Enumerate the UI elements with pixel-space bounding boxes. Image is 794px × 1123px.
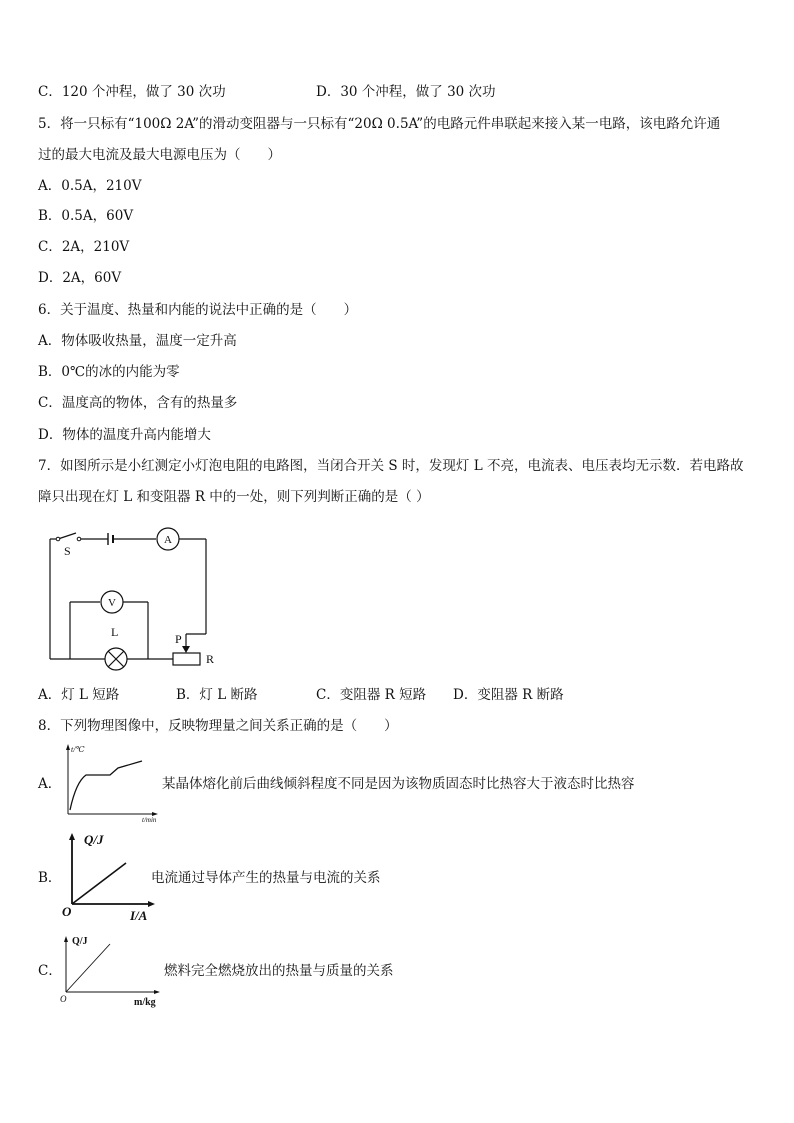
x-axis-label: m/kg [134,997,156,1008]
q8-stem: 8．下列物理图像中，反映物理量之间关系正确的是（ ） [38,718,398,734]
origin-label: O [60,994,67,1004]
q7-option-d: D．变阻器 R 断路 [453,687,564,703]
slider-label: P [175,632,182,646]
rheostat-body [173,653,200,665]
lamp-label: L [111,625,119,639]
q4-option-c: C．120 个冲程，做了 30 次功 [38,84,226,100]
q-i-line [72,863,126,904]
q7-option-c: C．变阻器 R 短路 [316,687,427,703]
origin-label: O [62,904,72,919]
q7-stem-line-2: 障只出现在灯 L 和变阻器 R 中的一处，则下列判断正确的是（ ） [38,489,430,505]
q8-a-graph [58,742,168,824]
q6-option-c: C．温度高的物体，含有的热量多 [38,395,238,411]
q8-c-label: C． [38,963,62,979]
switch-label: S [64,544,71,558]
q4-option-d: D．30 个冲程，做了 30 次功 [316,84,496,100]
y-axis-label: Q/J [72,936,88,947]
q8-b-label: B． [38,870,62,886]
q7-option-b: B．灯 L 断路 [176,687,258,703]
q5-option-b: B．0.5A，60V [38,208,134,224]
q5-option-d: D．2A，60V [38,270,122,286]
y-axis-label: t/℃ [71,745,85,754]
rheostat-label: R [206,652,215,666]
q6-option-a: A．物体吸收热量，温度一定升高 [38,333,237,349]
q7-stem-line-1: 7．如图所示是小红测定小灯泡电阻的电路图，当闭合开关 S 时，发现灯 L 不亮，电流表、电压表均无示数．若电路故 [38,458,744,474]
q7-circuit-diagram [40,522,240,672]
q6-stem: 6．关于温度、热量和内能的说法中正确的是（ ） [38,302,358,318]
q8-b-text: 电流通过导体产生的热量与电流的关系 [151,870,381,886]
q8-a-text: 某晶体熔化前后曲线倾斜程度不同是因为该物质固态时比热容大于液态时比热容 [162,776,635,792]
q7-option-a: A．灯 L 短路 [38,687,120,703]
ammeter-label: A [164,534,172,546]
x-axis-label: t/min [142,816,157,824]
voltmeter-label: V [108,597,116,609]
x-axis-label: I/A [130,908,148,923]
y-axis-label: Q/J [84,832,104,847]
melting-curve [70,761,142,810]
q8-a-label: A． [38,776,62,792]
q-m-line [66,944,110,992]
q6-option-b: B．0℃的冰的内能为零 [38,364,180,380]
q6-option-d: D．物体的温度升高内能增大 [38,427,211,443]
q8-c-graph [58,928,168,1008]
q5-stem-line-1: 5．将一只标有“100Ω 2A”的滑动变阻器与一只标有“20Ω 0.5A”的电路元件串联起来接入某一电路，该电路允许通 [38,116,721,132]
slider-arrow-head [182,646,190,653]
q8-c-text: 燃料完全燃烧放出的热量与质量的关系 [164,963,394,979]
q5-stem-line-2: 过的最大电流及最大电源电压为（ ） [38,147,281,163]
q5-option-c: C．2A，210V [38,239,130,255]
q5-option-a: A．0.5A，210V [38,178,142,194]
switch-blade [58,533,76,539]
